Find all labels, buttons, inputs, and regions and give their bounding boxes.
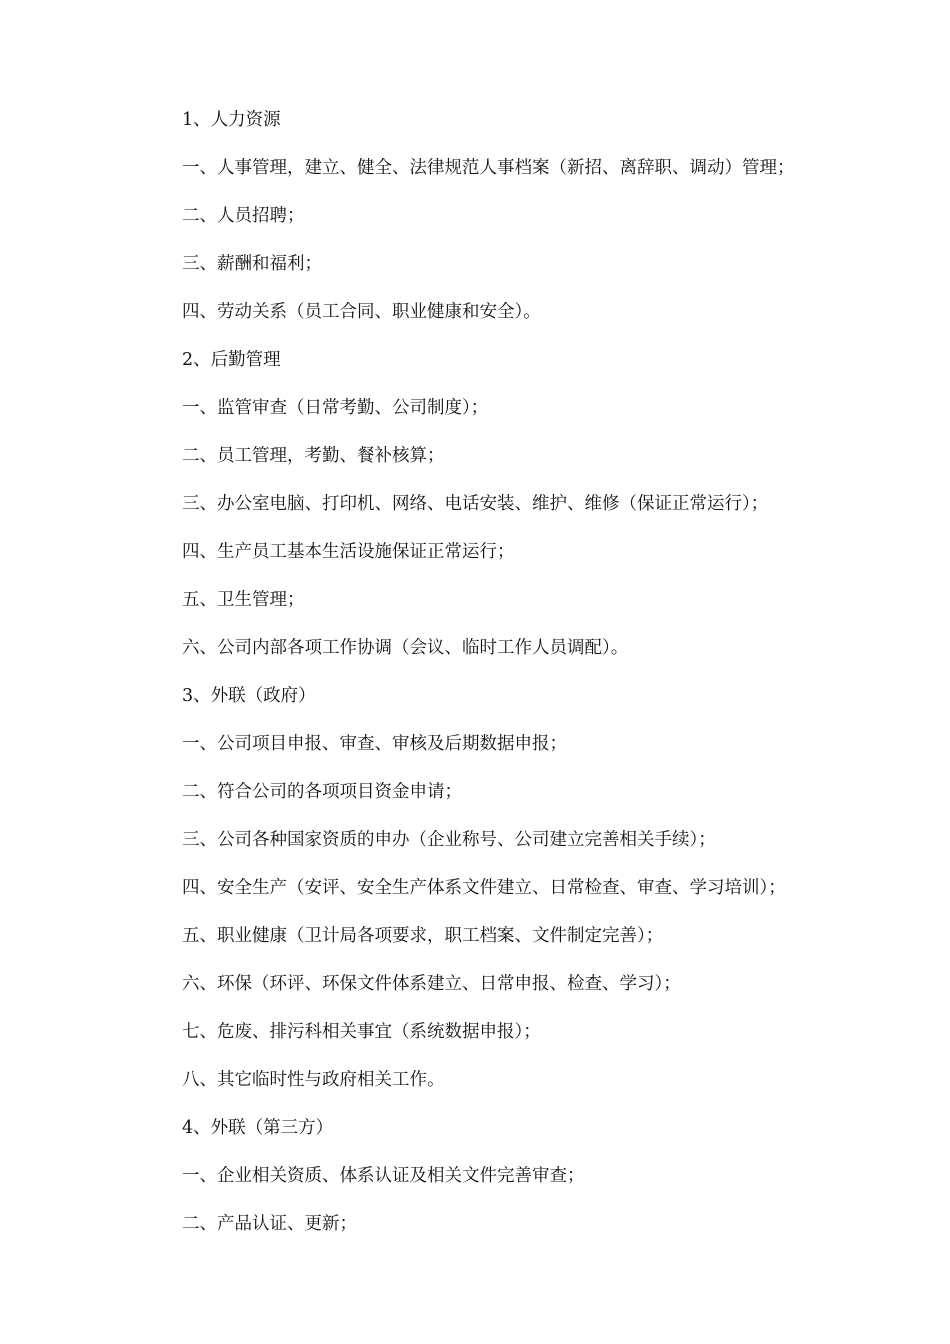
list-item: 四、安全生产（安评、安全生产体系文件建立、日常检查、审查、学习培训）； <box>182 878 786 898</box>
list-item: 二、产品认证、更新； <box>182 1214 357 1234</box>
list-item: 一、企业相关资质、体系认证及相关文件完善审查； <box>182 1166 585 1186</box>
section-heading: 1、人力资源 <box>182 110 281 130</box>
section-heading: 2、后勤管理 <box>182 350 281 370</box>
section-heading: 4、外联（第三方） <box>182 1118 334 1138</box>
list-item: 五、职业健康（卫计局各项要求，职工档案、文件制定完善）； <box>182 926 664 946</box>
list-item: 八、其它临时性与政府相关工作。 <box>182 1070 445 1090</box>
list-item: 四、生产员工基本生活设施保证正常运行； <box>182 542 515 562</box>
list-item: 三、办公室电脑、打印机、网络、电话安装、维护、维修（保证正常运行）； <box>182 494 769 514</box>
document-body <box>144 108 804 1260</box>
section-heading: 3、外联（政府） <box>182 686 316 706</box>
list-item: 一、人事管理，建立、健全、法律规范人事档案（新招、离辞职、调动）管理； <box>182 158 795 178</box>
list-item: 四、劳动关系（员工合同、职业健康和安全）。 <box>182 302 541 322</box>
list-item: 六、公司内部各项工作协调（会议、临时工作人员调配）。 <box>182 638 629 658</box>
list-item: 二、人员招聘； <box>182 206 305 226</box>
list-item: 三、公司各种国家资质的申办（企业称号、公司建立完善相关手续）； <box>182 830 716 850</box>
list-item: 二、员工管理，考勤、餐补核算； <box>182 446 445 466</box>
list-item: 六、环保（环评、环保文件体系建立、日常申报、检查、学习）； <box>182 974 681 994</box>
list-item: 二、符合公司的各项项目资金申请； <box>182 782 462 802</box>
list-item: 一、监管审查（日常考勤、公司制度）； <box>182 398 489 418</box>
list-item: 三、薪酬和福利； <box>182 254 322 274</box>
list-item: 七、危废、排污科相关事宜（系统数据申报）； <box>182 1022 541 1042</box>
list-item: 五、卫生管理； <box>182 590 305 610</box>
list-item: 一、公司项目申报、审查、审核及后期数据申报； <box>182 734 567 754</box>
